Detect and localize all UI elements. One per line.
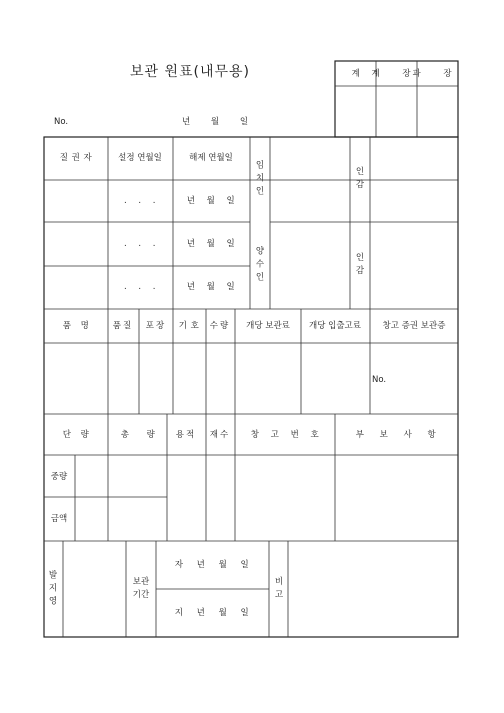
note-label: 비고 [274,577,284,600]
volume-header: 용적 [175,430,197,440]
origin-label: 발지영 [48,570,58,607]
approval-manager-header: 과 장 [412,69,462,79]
weight-label: 중량 [50,472,68,482]
transferee-seal-label: 인감 [355,253,365,276]
storage-fee-header: 개당 보관료 [246,321,290,331]
release-date-header: 해제 연월일 [189,153,233,163]
form-number-label: No. [54,117,69,127]
inout-fee-header: 개당 입출고료 [309,321,361,331]
set-date-row2: . . . [123,239,157,249]
set-date-row1: . . . [123,196,157,206]
total-header: 총 량 [120,430,156,440]
receipt-header: 창고 증권 보관증 [382,321,446,331]
set-date-header: 설정 연월일 [118,153,162,163]
warehouse-number-header: 창 고 번 호 [250,430,320,440]
transferee-label: 양수인 [255,246,265,283]
release-date-row3: 년 월 일 [186,282,236,292]
main-frame [44,137,458,637]
remarks-header: 부 보 사 항 [355,430,437,440]
stock-header: 재수 [209,430,231,440]
mark-header: 기 호 [178,321,200,331]
goods-name-header: 품 명 [62,321,90,331]
period-label: 보관기간 [132,577,150,600]
set-date-row3: . . . [123,282,157,292]
approval-staff-header: 계 [351,69,361,79]
period-to: 지 년 월 일 [174,608,250,618]
form-date-line: 년 월 일 [182,117,249,127]
approval-chief-header: 계 장 [371,69,421,79]
release-date-row2: 년 월 일 [186,239,236,249]
period-from: 자 년 월 일 [174,560,250,570]
unit-header: 단 량 [62,430,90,440]
packing-header: 포장 [145,321,167,331]
receipt-number-label: No. [372,375,387,385]
amount-label: 금액 [50,514,68,524]
quality-header: 품질 [112,321,134,331]
depositor-seal-label: 인감 [355,167,365,190]
form-title: 보관 원표(내무용) [129,64,251,80]
pledgor-header: 질 권 자 [59,153,93,163]
quantity-header: 수량 [209,321,231,331]
depositor-label: 임치인 [255,160,265,197]
release-date-row1: 년 월 일 [186,196,236,206]
